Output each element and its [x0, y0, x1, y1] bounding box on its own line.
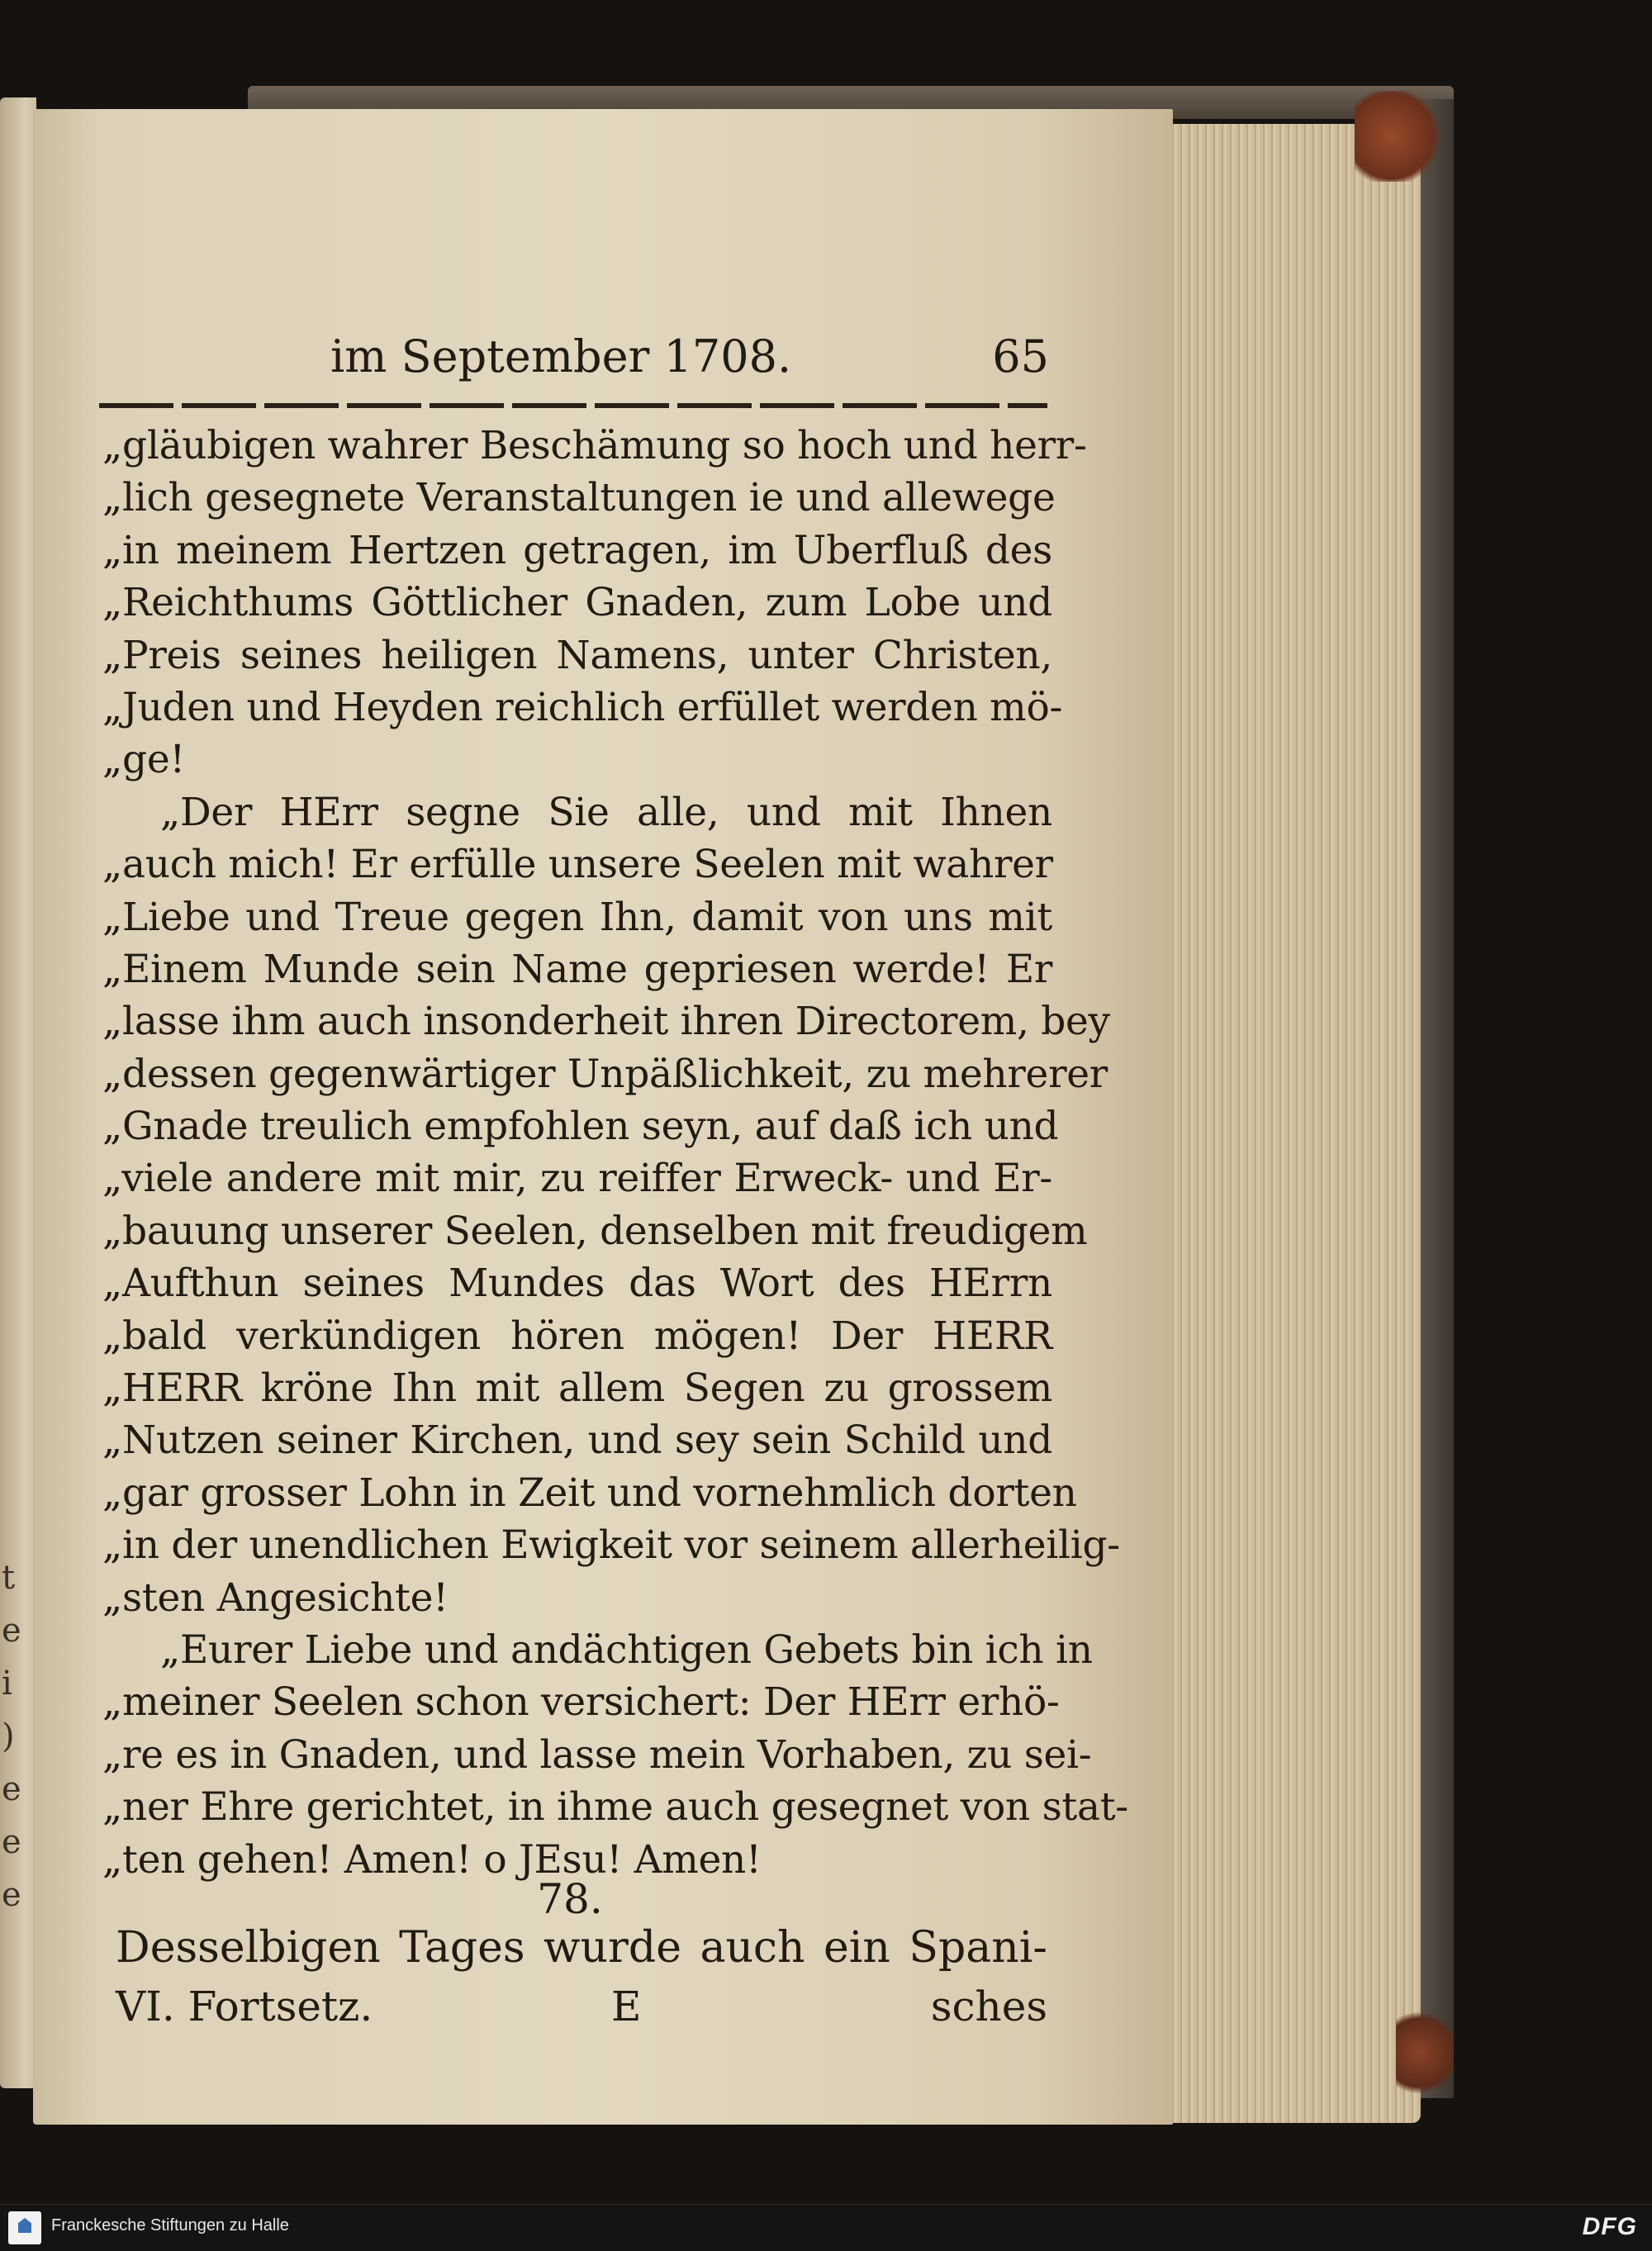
text-line: „gar grosser Lohn in Zeit und vornehmlich dorten: [102, 1470, 1077, 1516]
text-line: „ten gehen! Amen! o JEsu! Amen!: [102, 1836, 762, 1883]
book-page: [33, 109, 1173, 2125]
signature-mark: VI. Fortsetz.: [116, 1983, 373, 2030]
text-line: „Einem Munde sein Name gepriesen werde! Er: [102, 946, 1052, 992]
dfg-logo: DFG: [1582, 2213, 1637, 2240]
cover-damage-bottom: [1396, 2007, 1454, 2098]
next-paragraph-line: Desselbigen Tages wurde auch ein Spani-: [116, 1923, 1047, 1973]
header-rule: [99, 403, 1047, 408]
text-line: „re es in Gnaden, und lasse mein Vorhaben, zu sei-: [102, 1731, 1092, 1778]
credit-bar: [0, 2204, 1652, 2251]
page-footer: [116, 1983, 1047, 2040]
facing-page-edge: [0, 97, 36, 2088]
text-line: „bald verkündigen hören mögen! Der HERR: [102, 1313, 1052, 1359]
text-line: „gläubigen wahrer Beschämung so hoch und herr-: [102, 423, 1087, 468]
signature-letter: E: [611, 1983, 642, 2030]
institution-logo-icon: [8, 2211, 41, 2244]
page-header: [330, 330, 1049, 388]
text-line: „lasse ihm auch insonderheit ihren Directorem, bey: [102, 999, 1110, 1045]
text-line: „sten Angesichte!: [102, 1574, 449, 1621]
text-line: „Der HErr segne Sie alle, und mit Ihnen: [160, 789, 1052, 835]
text-line: „viele andere mit mir, zu reiffer Erweck- und Er-: [102, 1156, 1052, 1202]
text-line: „Gnade treulich empfohlen seyn, auf daß ich und: [102, 1104, 1059, 1150]
text-line: „ner Ehre gerichtet, in ihme auch gesegnet von stat-: [102, 1784, 1128, 1831]
running-title: im September 1708.: [330, 330, 792, 382]
text-line: „auch mich! Er erfülle unsere Seelen mit wahrer: [102, 842, 1053, 888]
text-line: „Eurer Liebe und andächtigen Gebets bin ich in: [160, 1627, 1093, 1673]
body-text: [102, 420, 1128, 1886]
institution-credit: Franckesche Stiftungen zu Halle: [51, 2216, 289, 2234]
facing-page-letters: t e i ) e e e: [2, 1559, 21, 1914]
text-line: „in meinem Hertzen getragen, im Uberfluß des: [102, 527, 1052, 573]
text-line: „Nutzen seiner Kirchen, und sey sein Schild und: [102, 1418, 1052, 1464]
text-line: „Reichthums Göttlicher Gnaden, zum Lobe und: [102, 580, 1052, 626]
page-number: 65: [992, 330, 1049, 382]
section-number: 78.: [537, 1875, 603, 1923]
text-line: „lich gesegnete Veranstaltungen ie und allewege: [102, 475, 1056, 521]
text-line: „dessen gegenwärtiger Unpäßlichkeit, zu mehrerer: [102, 1051, 1108, 1097]
text-line: „ge!: [102, 737, 185, 783]
page-block-edges: [1152, 124, 1421, 2123]
text-line: „Aufthun seines Mundes das Wort des HErrn: [102, 1261, 1052, 1307]
catchword: sches: [930, 1983, 1047, 2030]
text-line: „Liebe und Treue gegen Ihn, damit von uns mit: [102, 894, 1052, 940]
text-line: „HERR kröne Ihn mit allem Segen zu grossem: [102, 1365, 1052, 1412]
text-line: „bauung unserer Seelen, denselben mit freudigem: [102, 1208, 1088, 1254]
text-line: „in der unendlichen Ewigkeit vor seinem allerheilig-: [102, 1522, 1120, 1569]
text-line: „Preis seines heiligen Namens, unter Christen,: [102, 632, 1052, 678]
cover-damage-top: [1355, 91, 1446, 182]
text-line: „meiner Seelen schon versichert: Der HErr erhö-: [102, 1679, 1060, 1726]
text-line: „Juden und Heyden reichlich erfüllet werden mö-: [102, 684, 1063, 730]
